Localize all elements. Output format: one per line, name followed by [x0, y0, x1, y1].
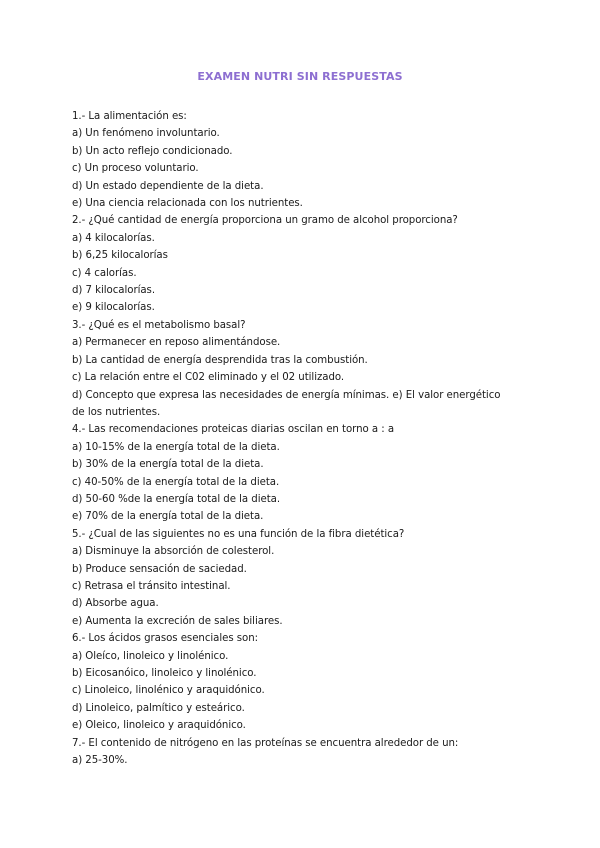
answer-option: c) Retrasa el tránsito intestinal. — [72, 580, 231, 592]
question-5: 5.- ¿Cual de las siguientes no es una función de la fibra dietética? — [72, 528, 405, 540]
answer-option: a) Oleíco, linoleico y linolénico. — [72, 650, 229, 662]
answer-option: b) Eicosanóico, linoleico y linolénico. — [72, 668, 257, 679]
document-title: EXAMEN NUTRI SIN RESPUESTAS — [197, 70, 403, 83]
answer-option: a) Permanecer en reposo alimentándose. — [72, 337, 281, 349]
answer-option-continuation: de los nutrientes. — [72, 406, 161, 418]
answer-option: a) Disminuye la absorción de colesterol. — [72, 546, 275, 558]
answer-option: e) Oleico, linoleico y araquidónico. — [72, 720, 246, 732]
question-7: 7.- El contenido de nitrógeno en las proteínas se encuentra alrededor de un: — [72, 737, 459, 749]
answer-option: b) 30% de la energía total de la dieta. — [72, 459, 264, 471]
answer-option: a) Un fenómeno involuntario. — [72, 128, 220, 140]
question-1: 1.- La alimentación es: — [72, 111, 187, 122]
answer-option: d) Absorbe agua. — [72, 598, 159, 610]
answer-option: d) Linoleico, palmítico y esteárico. — [72, 702, 245, 714]
answer-option: b) La cantidad de energía desprendida tras la combustión. — [72, 354, 368, 366]
answer-option: b) 6,25 kilocalorías — [72, 250, 168, 262]
answer-option: d) 7 kilocalorías. — [72, 285, 156, 297]
answer-option: c) La relación entre el C02 eliminado y el 02 utilizado. — [72, 372, 345, 384]
answer-option: b) Un acto reflejo condicionado. — [72, 145, 233, 157]
answer-option: e) Una ciencia relacionada con los nutrientes. — [72, 198, 303, 210]
answer-option: a) 25-30%. — [72, 755, 128, 767]
answer-option: d) Concepto que expresa las necesidades de energía mínimas. e) El valor energético — [72, 389, 501, 401]
answer-option: d) Un estado dependiente de la dieta. — [72, 180, 264, 192]
answer-option: b) Produce sensación de saciedad. — [72, 563, 247, 575]
question-6: 6.- Los ácidos grasos esenciales son: — [72, 633, 259, 645]
answer-option: e) Aumenta la excreción de sales biliares. — [72, 615, 283, 627]
answer-option: a) 10-15% de la energía total de la dieta. — [72, 441, 280, 453]
answer-option: c) 40-50% de la energía total de la dieta. — [72, 476, 280, 488]
question-4: 4.- Las recomendaciones proteicas diarias oscilan en torno a : a — [72, 424, 395, 436]
question-2: 2.- ¿Qué cantidad de energía proporciona un gramo de alcohol proporciona? — [72, 215, 458, 227]
answer-option: c) 4 calorías. — [72, 267, 137, 279]
answer-option: c) Un proceso voluntario. — [72, 163, 199, 175]
question-3: 3.- ¿Qué es el metabolismo basal? — [72, 319, 246, 331]
answer-option: e) 9 kilocalorías. — [72, 302, 155, 314]
answer-option: e) 70% de la energía total de la dieta. — [72, 511, 264, 523]
answer-option: a) 4 kilocalorías. — [72, 232, 155, 244]
answer-option: d) 50-60 %de la energía total de la dieta. — [72, 493, 281, 505]
answer-option: c) Linoleico, linolénico y araquidónico. — [72, 685, 265, 697]
exam-content — [72, 108, 532, 769]
